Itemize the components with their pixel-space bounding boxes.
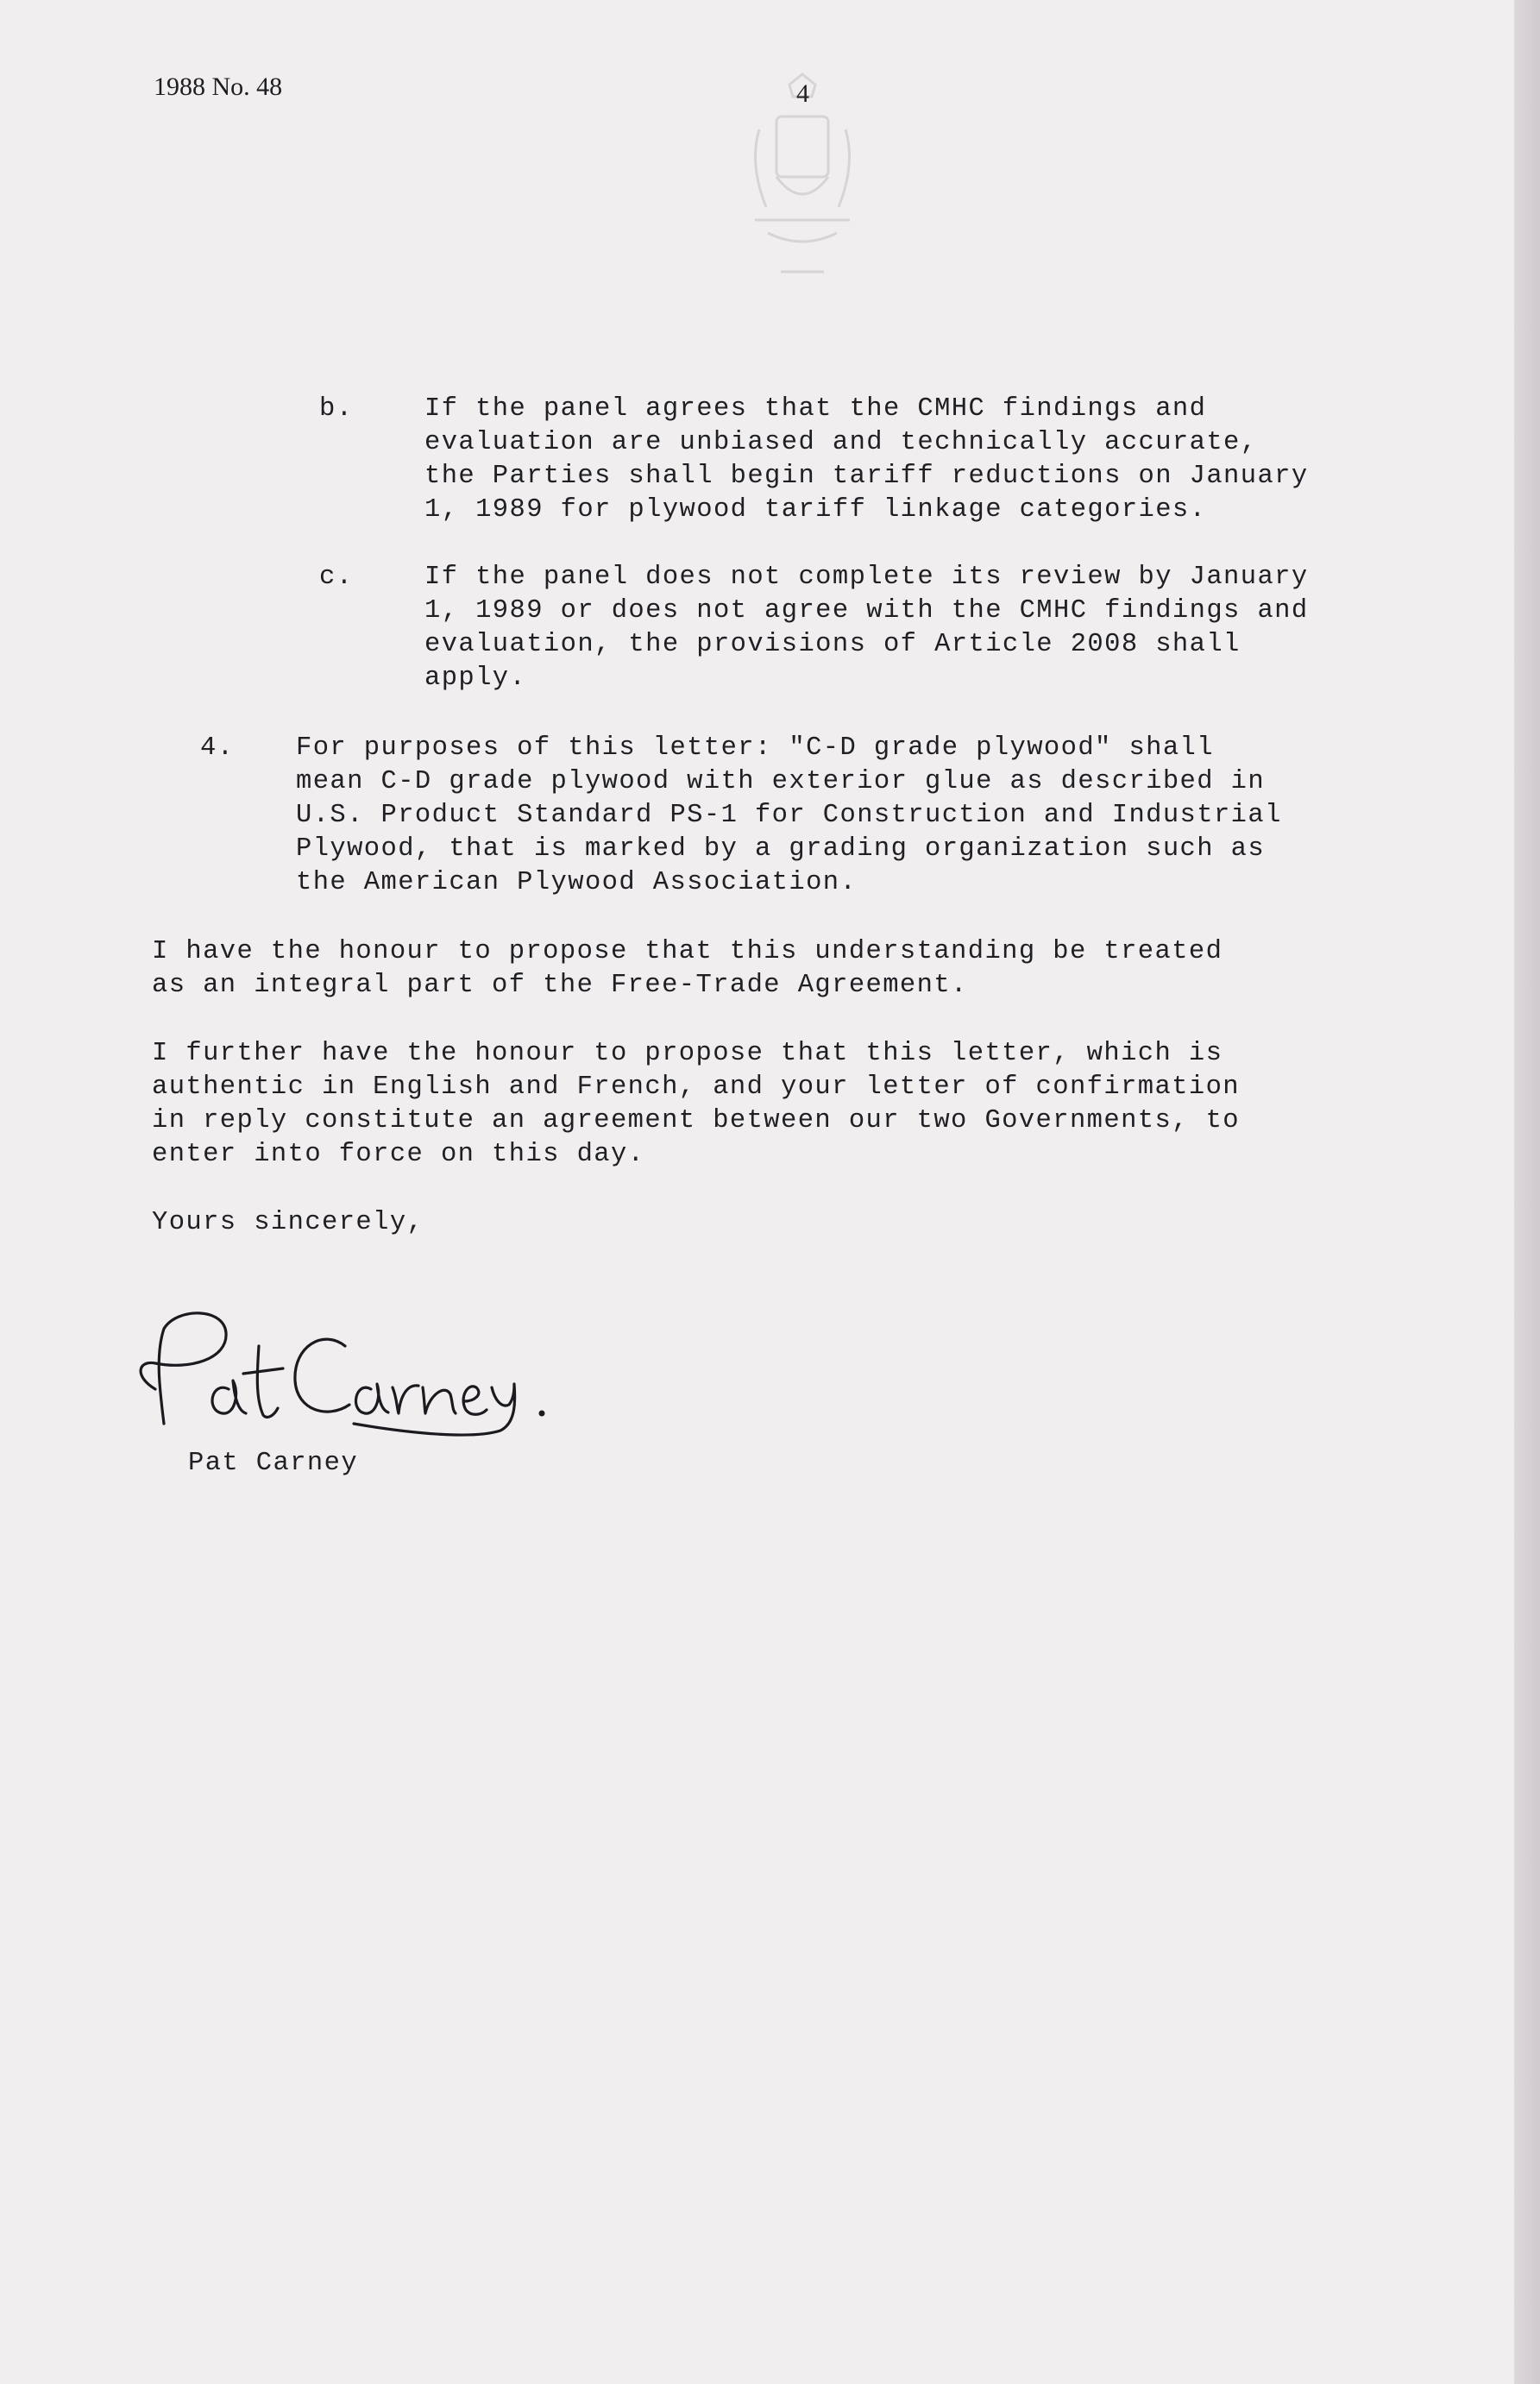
item-4-label: 4. — [200, 733, 235, 763]
page-edge-shadow — [1514, 0, 1540, 2384]
page-number: 4 — [796, 79, 809, 108]
handwritten-signature — [129, 1294, 561, 1441]
signer-name: Pat Carney — [188, 1449, 359, 1478]
item-c-label: c. — [319, 563, 354, 592]
item-b-text: If the panel agrees that the CMHC findings and evaluation are unbiased and technically accurate, the Parties shall begin tariff reductions on January 1, 1989 for plywood tariff linkage categories. — [424, 394, 1309, 525]
item-c-text: If the panel does not complete its review by January 1, 1989 or does not agree with the CMHC findings and evaluation, the provisions of Article 2008 shall apply. — [424, 563, 1309, 693]
coat-of-arms-show-through-icon — [742, 69, 863, 293]
agreement-paragraph: I further have the honour to propose that this letter, which is authentic in English and French, and your letter of confirmation in reply constitute an agreement between our two Governments, to enter into force on this day. — [152, 1039, 1240, 1169]
closing-salutation: Yours sincerely, — [152, 1208, 424, 1237]
item-4-text: For purposes of this letter: "C-D grade plywood" shall mean C-D grade plywood with exterior glue as described in U.S. Product Standard PS-1 for Construction and Industrial Plywood, that is marked by a grading organization such as the American Plywood Association. — [296, 733, 1282, 897]
item-b-label: b. — [319, 394, 354, 424]
integral-part-paragraph: I have the honour to propose that this understanding be treated as an integral part of the Free-Trade Agreement. — [152, 937, 1223, 1000]
document-serial-number: 1988 No. 48 — [154, 72, 283, 101]
